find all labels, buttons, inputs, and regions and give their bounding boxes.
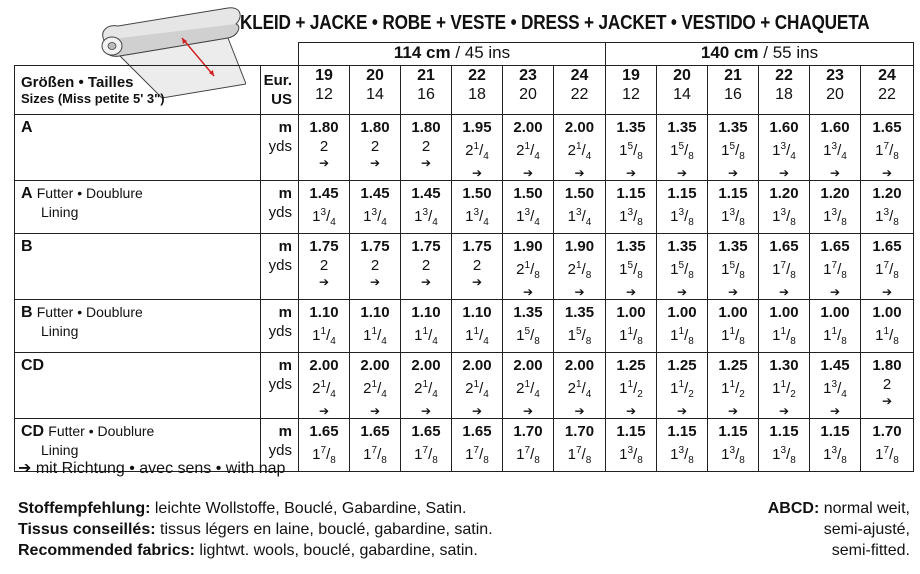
yardage-cell: 1.75 2 ➔	[452, 234, 503, 300]
unit-label: m yds	[261, 300, 299, 353]
yardage-cell: 1.15 $1^3/_8$	[606, 181, 657, 234]
sizes-label: Größen • Tailles Sizes (Miss petite 5' 3")	[15, 66, 261, 115]
with-nap-arrow-icon: ➔	[727, 166, 739, 180]
with-nap-arrow-icon: ➔	[778, 166, 790, 180]
with-nap-arrow-icon: ➔	[420, 156, 432, 170]
with-nap-arrow-icon: ➔	[420, 275, 432, 289]
yardage-cell: 1.70 $1^7/_8$	[554, 419, 606, 472]
with-nap-arrow-icon: ➔	[881, 394, 893, 408]
width-114-header: 114 cm / 45 ins	[299, 43, 606, 66]
with-nap-arrow-icon: ➔	[522, 404, 534, 418]
yardage-cell: 1.15 $1^3/_8$	[810, 419, 861, 472]
yardage-cell: 1.35 $1^5/_8$ ➔	[708, 234, 759, 300]
yardage-cell: 1.75 2 ➔	[401, 234, 452, 300]
yardage-cell: 1.65 $1^7/_8$	[452, 419, 503, 472]
yardage-cell: 1.95 $2^1/_4$ ➔	[452, 115, 503, 181]
with-nap-arrow-icon: ➔	[881, 166, 893, 180]
yardage-cell: 1.15 $1^3/_8$	[708, 181, 759, 234]
yardage-cell: 1.10 $1^1/_4$	[401, 300, 452, 353]
yardage-cell: 1.20 $1^3/_8$	[810, 181, 861, 234]
unit-label: m yds	[261, 115, 299, 181]
with-nap-arrow-icon: ➔	[727, 285, 739, 299]
unit-label: m yds	[261, 234, 299, 300]
with-nap-arrow-icon: ➔	[778, 285, 790, 299]
with-nap-arrow-icon: ➔	[881, 285, 893, 299]
size-header: 23 20	[503, 66, 554, 115]
yardage-cell: 1.90 $2^1/_8$ ➔	[503, 234, 554, 300]
fit-note: ABCD: normal weit, semi-ajusté, semi-fitted.	[767, 500, 910, 559]
with-nap-arrow-icon: ➔	[471, 275, 483, 289]
yardage-cell: 1.20 $1^3/_8$	[861, 181, 914, 234]
yardage-cell: 1.35 $1^5/_8$ ➔	[606, 234, 657, 300]
with-nap-arrow-icon: ➔	[471, 404, 483, 418]
yardage-cell: 1.00 $1^1/_8$	[810, 300, 861, 353]
yardage-cell: 1.00 $1^1/_8$	[708, 300, 759, 353]
size-header: 22 18	[759, 66, 810, 115]
table-corner	[15, 43, 299, 66]
yardage-cell: 1.60 $1^3/_4$ ➔	[810, 115, 861, 181]
with-nap-arrow-icon: ➔	[676, 166, 688, 180]
yardage-cell: 1.25 $1^1/_2$ ➔	[708, 353, 759, 419]
yardage-cell: 1.80 2 ➔	[299, 115, 350, 181]
fabric-line: Recommended fabrics: lightwt. wools, bouclé, gabardine, satin.	[18, 542, 478, 559]
with-nap-arrow-icon: ➔	[727, 404, 739, 418]
yardage-cell: 2.00 $2^1/_4$ ➔	[503, 353, 554, 419]
yardage-cell: 1.45 $1^3/_4$ ➔	[810, 353, 861, 419]
with-nap-arrow-icon: ➔	[676, 285, 688, 299]
size-header: 20 14	[657, 66, 708, 115]
size-header: 22 18	[452, 66, 503, 115]
yardage-cell: 1.35 $1^5/_8$	[503, 300, 554, 353]
unit-label: m yds	[261, 353, 299, 419]
with-nap-arrow-icon: ➔	[471, 166, 483, 180]
yardage-cell: 1.65 $1^7/_8$	[350, 419, 401, 472]
with-nap-arrow-icon: ➔	[522, 166, 534, 180]
with-nap-arrow-icon: ➔	[829, 166, 841, 180]
size-header: 24 22	[861, 66, 914, 115]
with-nap-arrow-icon: ➔	[829, 285, 841, 299]
piece-label: B	[15, 234, 261, 300]
yardage-cell: 1.00 $1^1/_8$	[657, 300, 708, 353]
table-row	[15, 353, 914, 419]
unit-label: m yds	[261, 419, 299, 472]
yardage-cell: 1.10 $1^1/_4$	[350, 300, 401, 353]
with-nap-arrow-icon: ➔	[574, 404, 585, 418]
size-system-label: Eur. US	[261, 66, 299, 115]
yardage-cell: 1.15 $1^3/_8$	[657, 419, 708, 472]
with-nap-arrow-icon: ➔	[369, 404, 381, 418]
yardage-cell: 1.15 $1^3/_8$	[606, 419, 657, 472]
yardage-cell: 1.65 $1^7/_8$	[401, 419, 452, 472]
with-nap-arrow-icon: ➔	[625, 285, 637, 299]
recommended-fabrics	[18, 498, 493, 561]
yardage-cell: 1.10 $1^1/_4$	[299, 300, 350, 353]
with-nap-arrow-icon: ➔	[318, 156, 330, 170]
yardage-cell: 1.50 $1^3/_4$	[503, 181, 554, 234]
yardage-cell: 1.75 2 ➔	[350, 234, 401, 300]
yardage-cell: 1.10 $1^1/_4$	[452, 300, 503, 353]
yardage-table	[14, 42, 914, 472]
yardage-cell: 1.50 $1^3/_4$	[554, 181, 606, 234]
nap-legend: ➔ mit Richtung • avec sens • with nap	[18, 460, 286, 477]
yardage-cell: 1.45 $1^3/_4$	[401, 181, 452, 234]
yardage-cell: 1.50 $1^3/_4$	[452, 181, 503, 234]
yardage-cell: 1.75 2 ➔	[299, 234, 350, 300]
with-nap-arrow-icon: ➔	[420, 404, 432, 418]
yardage-cell: 1.65 $1^7/_8$	[299, 419, 350, 472]
yardage-cell: 1.00 $1^1/_8$	[606, 300, 657, 353]
with-nap-arrow-icon: ➔	[318, 275, 330, 289]
yardage-cell: 1.70 $1^7/_8$	[861, 419, 914, 472]
yardage-cell: 1.35 $1^5/_8$ ➔	[708, 115, 759, 181]
yardage-cell: 2.00 $2^1/_4$ ➔	[452, 353, 503, 419]
piece-label: B Futter • Doublure Lining	[15, 300, 261, 353]
size-header: 19 12	[299, 66, 350, 115]
yardage-cell: 1.35 $1^5/_8$ ➔	[657, 234, 708, 300]
page-title: KLEID + JACKE • ROBE + VESTE • DRESS + JACKET • VESTIDO + CHAQUETA	[240, 12, 870, 34]
yardage-cell: 2.00 $2^1/_4$ ➔	[299, 353, 350, 419]
yardage-cell: 1.30 $1^1/_2$ ➔	[759, 353, 810, 419]
yardage-cell: 1.25 $1^1/_2$ ➔	[657, 353, 708, 419]
yardage-cell: 1.65 $1^7/_8$ ➔	[861, 234, 914, 300]
with-nap-arrow-icon: ➔	[318, 404, 330, 418]
yardage-cell: 2.00 $2^1/_4$ ➔	[401, 353, 452, 419]
yardage-cell: 1.80 2 ➔	[861, 353, 914, 419]
yardage-cell: 1.35 $1^5/_8$ ➔	[657, 115, 708, 181]
yardage-cell: 1.65 $1^7/_8$ ➔	[810, 234, 861, 300]
yardage-cell: 1.90 $2^1/_8$ ➔	[554, 234, 606, 300]
yardage-cell: 1.15 $1^3/_8$	[759, 419, 810, 472]
width-140-header: 140 cm / 55 ins	[606, 43, 914, 66]
yardage-cell: 1.00 $1^1/_8$	[759, 300, 810, 353]
yardage-cell: 1.25 $1^1/_2$ ➔	[606, 353, 657, 419]
yardage-cell: 2.00 $2^1/_4$ ➔	[554, 353, 606, 419]
fabric-line: Stoffempfehlung: leichte Wollstoffe, Bouclé, Gabardine, Satin.	[18, 500, 467, 517]
table-row	[15, 181, 914, 234]
table-row	[15, 115, 914, 181]
yardage-cell: 1.60 $1^3/_4$ ➔	[759, 115, 810, 181]
table-row	[15, 300, 914, 353]
yardage-cell: 1.80 2 ➔	[401, 115, 452, 181]
yardage-cell: 1.80 2 ➔	[350, 115, 401, 181]
yardage-cell: 1.35 $1^5/_8$	[554, 300, 606, 353]
piece-label: CD Futter • Doublure Lining	[15, 419, 261, 472]
yardage-cell: 1.45 $1^3/_4$	[299, 181, 350, 234]
with-nap-arrow-icon: ➔	[625, 404, 637, 418]
yardage-cell: 1.35 $1^5/_8$ ➔	[606, 115, 657, 181]
yardage-cell: 1.70 $1^7/_8$	[503, 419, 554, 472]
size-header: 21 16	[401, 66, 452, 115]
yardage-cell: 1.15 $1^3/_8$	[708, 419, 759, 472]
piece-label: A Futter • Doublure Lining	[15, 181, 261, 234]
yardage-cell: 2.00 $2^1/_4$ ➔	[554, 115, 606, 181]
with-nap-arrow-icon: ➔	[522, 285, 534, 299]
yardage-cell: 2.00 $2^1/_4$ ➔	[350, 353, 401, 419]
size-header: 23 20	[810, 66, 861, 115]
with-nap-arrow-icon: ➔	[676, 404, 688, 418]
yardage-cell: 1.15 $1^3/_8$	[657, 181, 708, 234]
yardage-cell: 1.45 $1^3/_4$	[350, 181, 401, 234]
piece-label: A	[15, 115, 261, 181]
with-nap-arrow-icon: ➔	[574, 166, 585, 180]
with-nap-arrow-icon: ➔	[574, 285, 585, 299]
with-nap-arrow-icon: ➔	[829, 404, 841, 418]
unit-label: m yds	[261, 181, 299, 234]
yardage-cell: 1.65 $1^7/_8$ ➔	[759, 234, 810, 300]
with-nap-arrow-icon: ➔	[625, 166, 637, 180]
yardage-cell: 1.65 $1^7/_8$ ➔	[861, 115, 914, 181]
yardage-cell: 1.20 $1^3/_8$	[759, 181, 810, 234]
yardage-cell: 2.00 $2^1/_4$ ➔	[503, 115, 554, 181]
size-header: 19 12	[606, 66, 657, 115]
piece-label: CD	[15, 353, 261, 419]
size-header: 21 16	[708, 66, 759, 115]
with-nap-arrow-icon: ➔	[778, 404, 790, 418]
table-row	[15, 234, 914, 300]
size-header: 20 14	[350, 66, 401, 115]
with-nap-arrow-icon: ➔	[369, 156, 381, 170]
yardage-cell: 1.00 $1^1/_8$	[861, 300, 914, 353]
size-header: 24 22	[554, 66, 606, 115]
with-nap-arrow-icon: ➔	[369, 275, 381, 289]
fabric-line: Tissus conseillés: tissus légers en laine, bouclé, gabardine, satin.	[18, 521, 493, 538]
